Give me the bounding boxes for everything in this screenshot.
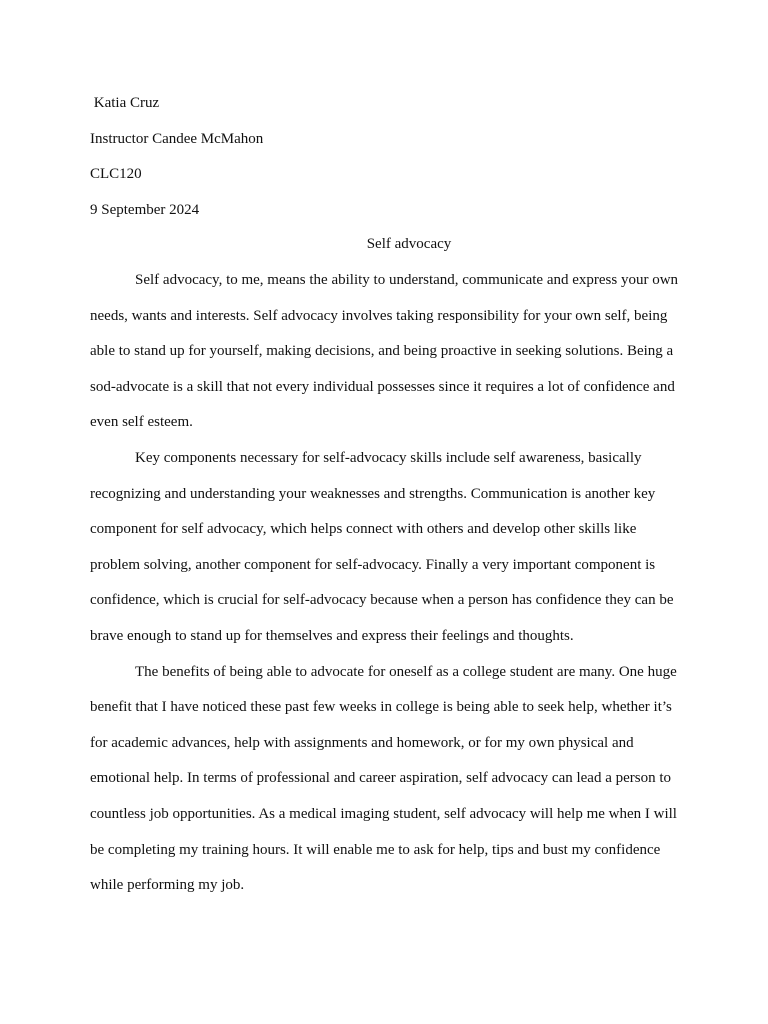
document-date: 9 September 2024 [90, 202, 200, 218]
paragraph-1: Self advocacy, to me, means the ability to understand, communicate and express your own needs, wants and interests. Self advocacy involves taking responsibility for your own self, being able to stand up for yourself, making decisions, and being proactive in seeking solutions. Being a sod-advocate is a skill that not every individual possesses since it requires a lot of confidence and even self esteem. [90, 272, 679, 431]
paragraph-2: Key components necessary for self-advocacy skills include self awareness, basically recognizing and understanding your weaknesses and strengths. Communication is another key component for self advocacy, which helps connect with others and develop other skills like problem solving, another component for self-advocacy. Finally a very important component is confidence, which is crucial for self-advocacy because when a person has confidence they can be brave enough to stand up for themselves and express their feelings and thoughts. [90, 449, 674, 644]
course-code: CLC120 [90, 166, 142, 182]
student-name: Katia Cruz [90, 95, 160, 111]
instructor-name: Instructor Candee McMahon [90, 131, 264, 147]
essay-body [90, 263, 690, 904]
paragraph-3: The benefits of being able to advocate for oneself as a college student are many. One huge benefit that I have noticed these past few weeks in college is being able to seek help, whether it’s for academic advances, help with assignments and homework, or for my own physical and emotional help. In terms of professional and career aspiration, self advocacy can lead a person to countless job opportunities. As a medical imaging student, self advocacy will help me when I will be completing my training hours. It will enable me to ask for help, tips and bust my confidence while performing my job. [90, 663, 677, 894]
essay-title: Self advocacy [366, 236, 452, 252]
